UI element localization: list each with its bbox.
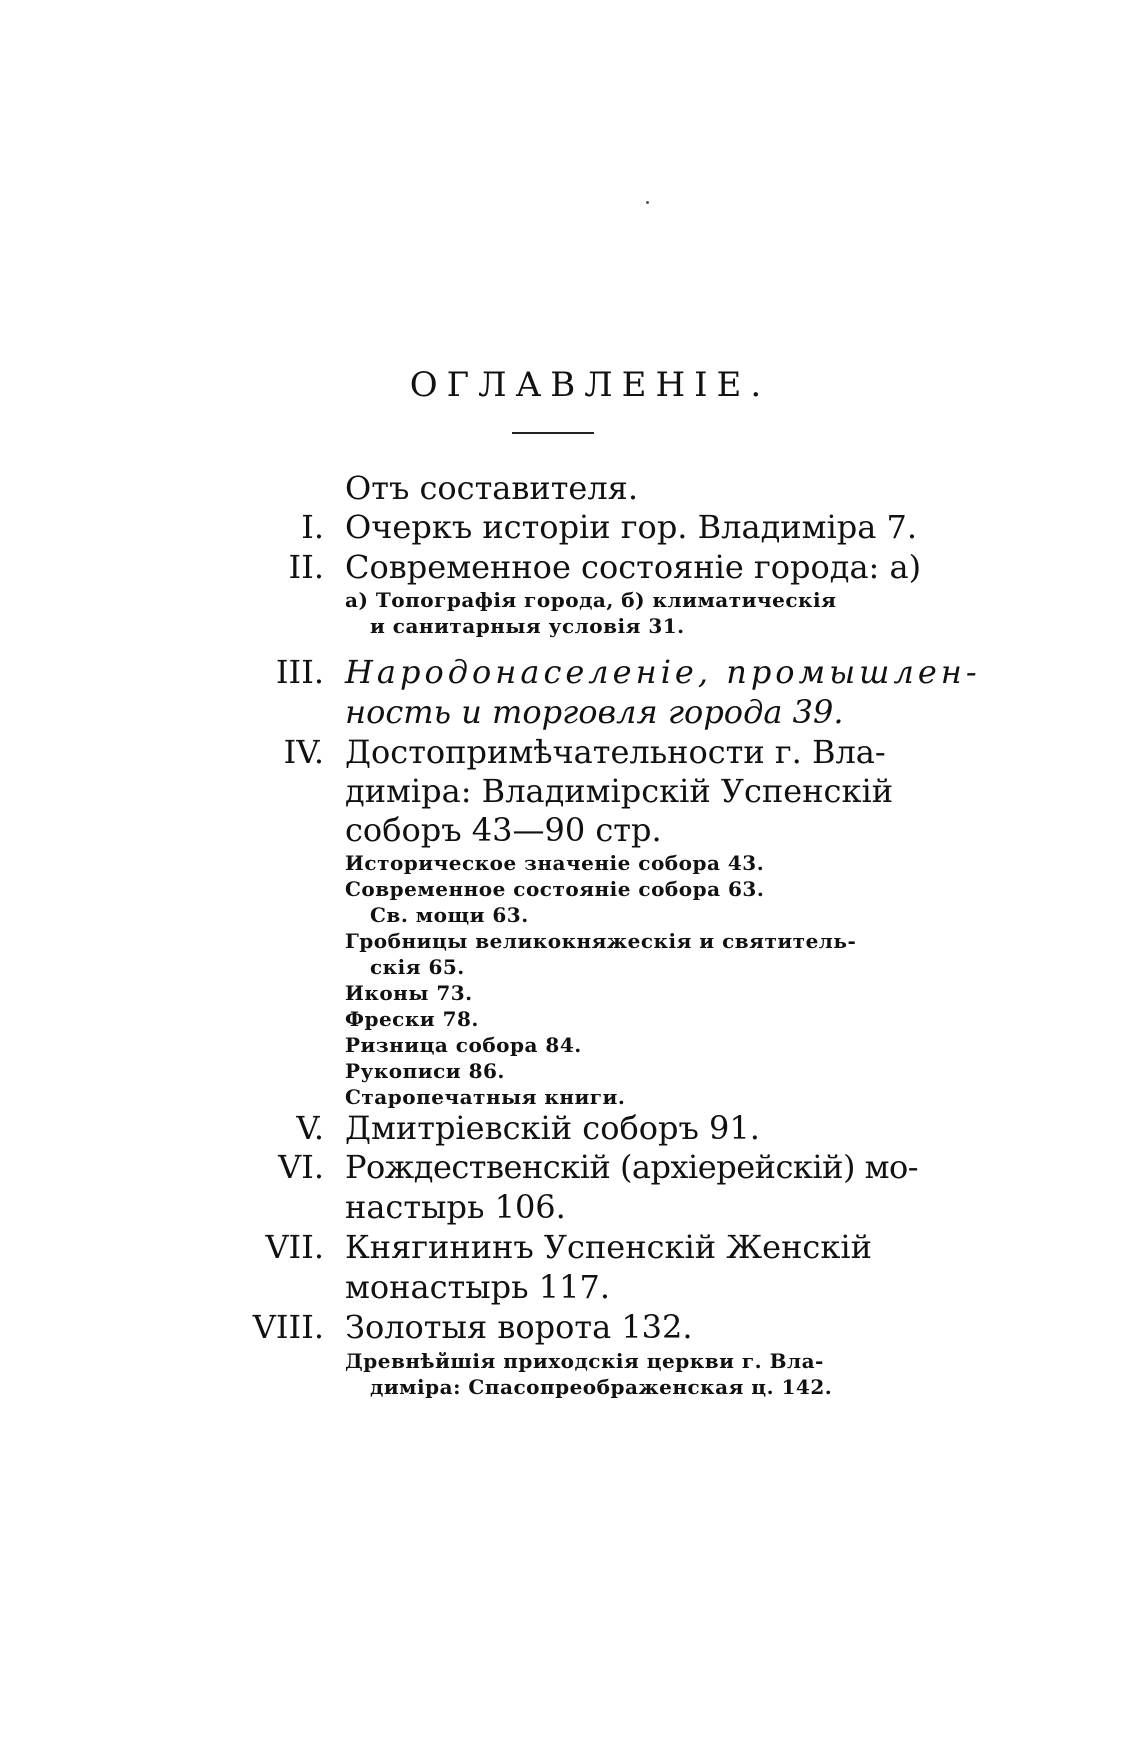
- toc-entry-3b: ность и торговля города 39.: [345, 693, 844, 731]
- toc-subentry-s10a: Древнѣйшія приходскія церкви г. Вла-: [345, 1349, 824, 1373]
- toc-subentry-s2: Современное состояніе собора 63.: [345, 877, 765, 901]
- toc-number-7: VII.: [265, 1228, 324, 1266]
- toc-subentry-2a: а) Топографія города, б) климатическія: [345, 588, 837, 612]
- toc-entry-6b: настырь 106.: [345, 1188, 566, 1226]
- toc-subentry-s3: Св. мощи 63.: [370, 903, 529, 927]
- toc-entry-7a: Княгининъ Успенскій Женскій: [345, 1228, 872, 1266]
- toc-entry-4c: соборъ 43—90 стр.: [345, 811, 662, 849]
- toc-subentry-s1: Историческое значеніе собора 43.: [345, 851, 765, 875]
- page-title: ОГЛАВЛЕНІЕ.: [409, 365, 771, 405]
- toc-number-6: VI.: [278, 1148, 324, 1186]
- print-speck: [646, 201, 649, 204]
- toc-subentry-s5: Иконы 73.: [345, 981, 473, 1005]
- toc-subentry-2b: и санитарныя условія 31.: [370, 614, 685, 638]
- toc-entry-4b: диміра: Владимірскій Успенскій: [345, 772, 894, 810]
- toc-entry-intro: Отъ составителя.: [345, 469, 639, 507]
- toc-number-3: III.: [275, 653, 324, 691]
- toc-entry-3a: Народонаселеніе, промышлен-: [345, 653, 981, 691]
- toc-entry-5: Дмитріевскій соборъ 91.: [345, 1109, 760, 1147]
- toc-entry-2: Современное состояніе города: а): [345, 548, 922, 586]
- toc-entry-7b: монастырь 117.: [345, 1268, 610, 1306]
- toc-subentry-s7: Ризница собора 84.: [345, 1033, 582, 1057]
- toc-number-2: II.: [288, 548, 324, 586]
- toc-entry-8: Золотыя ворота 132.: [345, 1308, 693, 1346]
- toc-subentry-s10b: диміра: Спасопреображенская ц. 142.: [370, 1375, 833, 1399]
- toc-number-1: I.: [301, 508, 324, 546]
- toc-subentry-s4a: Гробницы великокняжескія и святитель-: [345, 929, 857, 953]
- toc-subentry-s6: Фрески 78.: [345, 1007, 479, 1031]
- toc-subentry-s8: Рукописи 86.: [345, 1059, 505, 1083]
- toc-entry-4a: Достопримѣчательности г. Вла-: [345, 733, 886, 771]
- toc-number-8: VIII.: [252, 1308, 324, 1346]
- toc-number-4: IV.: [283, 733, 324, 771]
- toc-subentry-s9: Старопечатныя книги.: [345, 1085, 626, 1109]
- toc-subentry-s4b: скія 65.: [370, 955, 465, 979]
- toc-entry-6a: Рождественскій (архіерейскій) мо-: [345, 1148, 919, 1186]
- title-rule: [512, 432, 594, 434]
- toc-entry-1: Очеркъ исторіи гор. Владиміра 7.: [345, 508, 917, 546]
- toc-number-5: V.: [296, 1109, 324, 1147]
